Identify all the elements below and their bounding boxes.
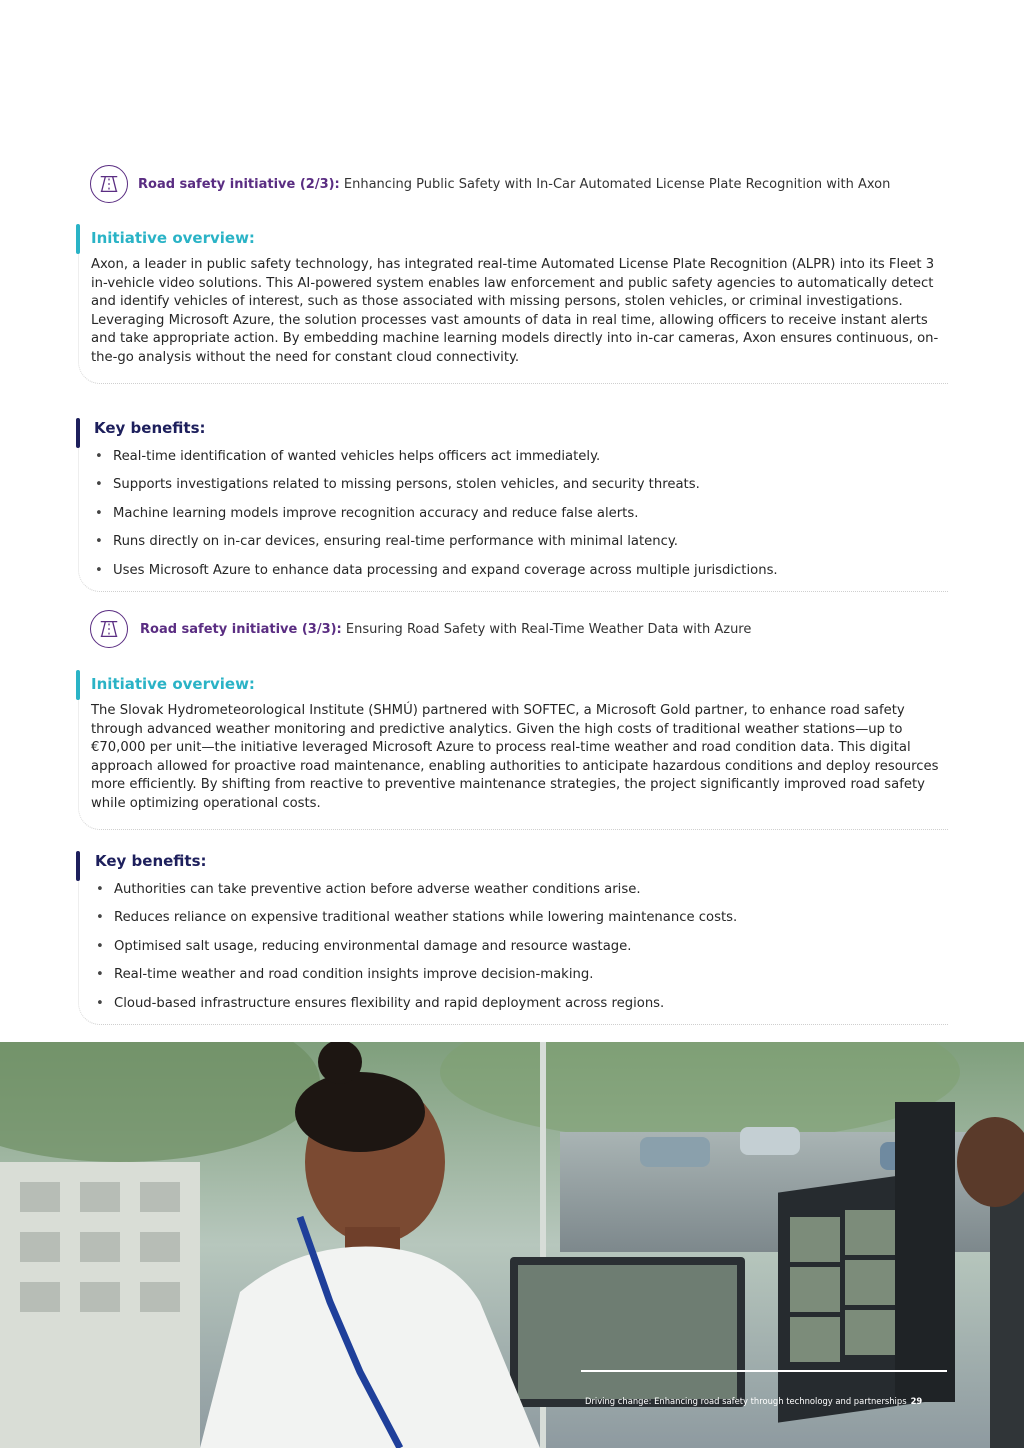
list-item: • Cloud-based infrastructure ensures flexibility and rapid deployment across regions. [95, 995, 948, 1023]
initiative-header-2 [90, 165, 890, 203]
overview-paragraph: Axon, a leader in public safety technology, has integrated real-time Automated License Plate Recognition (ALPR) into its Fleet 3 in-vehicle video solutions. This AI-powered system enables law enforcement and public safety agencies to automatically detect and identify vehicles of interest, such as those associated with missing persons, stolen vehicles, or criminal investigations. Leveraging Microsoft Azure, the solution processes vast amounts of data in real time, allowing officers to receive instant alerts and take appropriate action. By embedding machine learning models directly into in-car cameras, Axon ensures continuous, on-the-go analysis without the need for constant cloud connectivity. [91, 257, 939, 365]
section-accent-bar [76, 418, 80, 448]
footer-divider [581, 1370, 947, 1372]
list-item: • Runs directly on in-car devices, ensuring real-time performance with minimal latency. [94, 533, 948, 561]
initiative-overview-section [78, 224, 948, 384]
benefits-list [94, 448, 948, 590]
initiative-label: Road safety initiative (2/3): [138, 176, 340, 192]
overview-paragraph: The Slovak Hydrometeorological Institute (SHMÚ) partnered with SOFTEC, a Microsoft Gold partner, to enhance road safety through advanced weather monitoring and predictive analytics. Given the high costs of traditional weather stations—up to €70,000 per unit—the initiative leveraged Microsoft Azure to process real-time weather and road condition data. This digital approach allowed for proactive road maintenance, enabling authorities to anticipate hazardous conditions and deploy resources more efficiently. By shifting from reactive to preventive maintenance strategies, the project significantly improved road safety while optimizing operational costs. [91, 703, 939, 811]
photo-illustration [0, 1042, 1024, 1448]
section-heading: Key benefits: [94, 419, 206, 437]
initiative-title [138, 177, 890, 192]
section-heading: Initiative overview: [91, 675, 255, 693]
list-item: • Real-time weather and road condition insights improve decision-making. [95, 966, 948, 994]
footer-title: Driving change: Enhancing road safety through technology and partnerships [585, 1396, 907, 1406]
initiative-overview-section [78, 670, 948, 830]
initiative-title [140, 622, 751, 637]
road-icon [90, 610, 128, 648]
initiative-label: Road safety initiative (3/3): [140, 621, 342, 637]
page-number: 29 [910, 1396, 923, 1406]
page-footer [585, 1396, 922, 1406]
initiative-name: Enhancing Public Safety with In-Car Automated License Plate Recognition with Axon [339, 176, 891, 192]
section-heading: Initiative overview: [91, 229, 255, 247]
list-item: • Reduces reliance on expensive traditional weather stations while lowering maintenance costs. [95, 909, 948, 937]
initiative-name: Ensuring Road Safety with Real-Time Weather Data with Azure [341, 621, 752, 637]
list-item: • Supports investigations related to missing persons, stolen vehicles, and security threats. [94, 476, 948, 504]
section-accent-bar [76, 224, 80, 254]
section-accent-bar [76, 851, 80, 881]
control-room-photo [0, 1042, 1024, 1448]
section-accent-bar [76, 670, 80, 700]
list-item: • Optimised salt usage, reducing environmental damage and resource wastage. [95, 938, 948, 966]
benefits-list [95, 881, 948, 1023]
initiative-header-3 [90, 610, 751, 648]
key-benefits-section [78, 418, 948, 592]
section-heading: Key benefits: [95, 852, 207, 870]
list-item: • Uses Microsoft Azure to enhance data processing and expand coverage across multiple jurisdictions. [94, 562, 948, 590]
list-item: • Real-time identification of wanted vehicles helps officers act immediately. [94, 448, 948, 476]
list-item: • Authorities can take preventive action before adverse weather conditions arise. [95, 881, 948, 909]
list-item: • Machine learning models improve recognition accuracy and reduce false alerts. [94, 505, 948, 533]
key-benefits-section [78, 851, 948, 1025]
road-icon [90, 165, 128, 203]
